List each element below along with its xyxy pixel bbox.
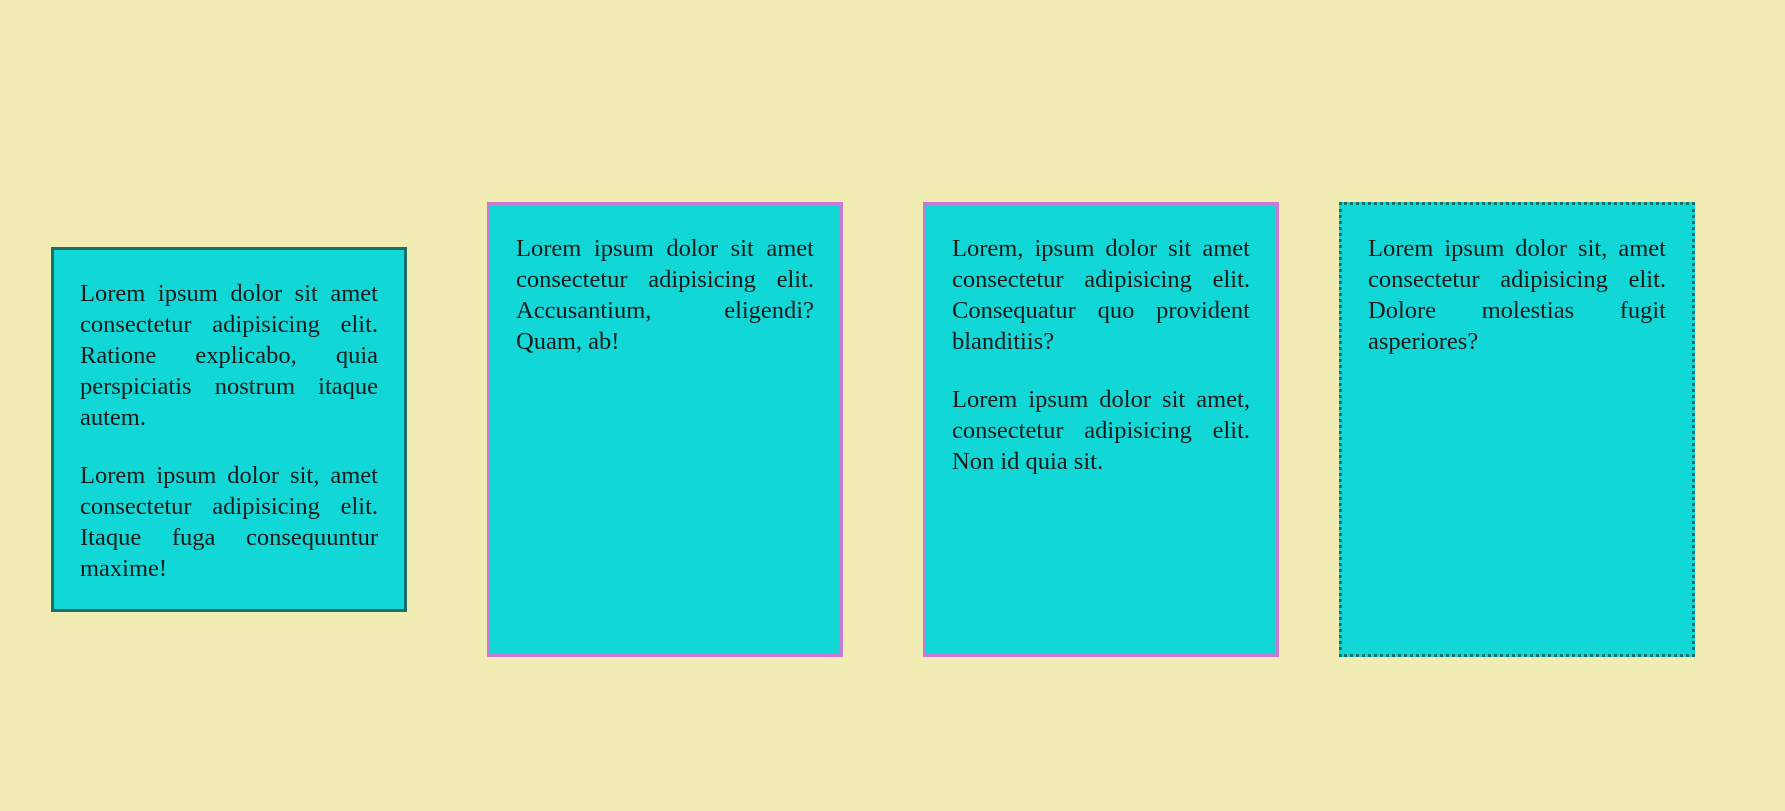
box-1-paragraph-1: Lorem ipsum dolor sit amet consectetur adipisicing elit. Ratione explicabo, quia perspiciatis nostrum itaque autem. (80, 280, 378, 431)
box-2-paragraph-1: Lorem ipsum dolor sit amet consectetur adipisicing elit. Accusantium, eligendi? Quam, ab! (516, 235, 814, 355)
text-box-4 (1339, 202, 1695, 657)
box-1-paragraph-2: Lorem ipsum dolor sit, amet consectetur adipisicing elit. Itaque fuga consequuntur maxime! (80, 462, 378, 582)
text-box-1 (51, 247, 407, 612)
box-3-paragraph-2: Lorem ipsum dolor sit amet, consectetur adipisicing elit. Non id quia sit. (952, 386, 1250, 475)
text-box-2 (487, 202, 843, 657)
box-3-paragraph-1: Lorem, ipsum dolor sit amet consectetur adipisicing elit. Consequatur quo provident blanditiis? (952, 235, 1250, 355)
text-box-3 (923, 202, 1279, 657)
box-4-paragraph-1: Lorem ipsum dolor sit, amet consectetur adipisicing elit. Dolore molestias fugit asperiores? (1368, 235, 1666, 355)
